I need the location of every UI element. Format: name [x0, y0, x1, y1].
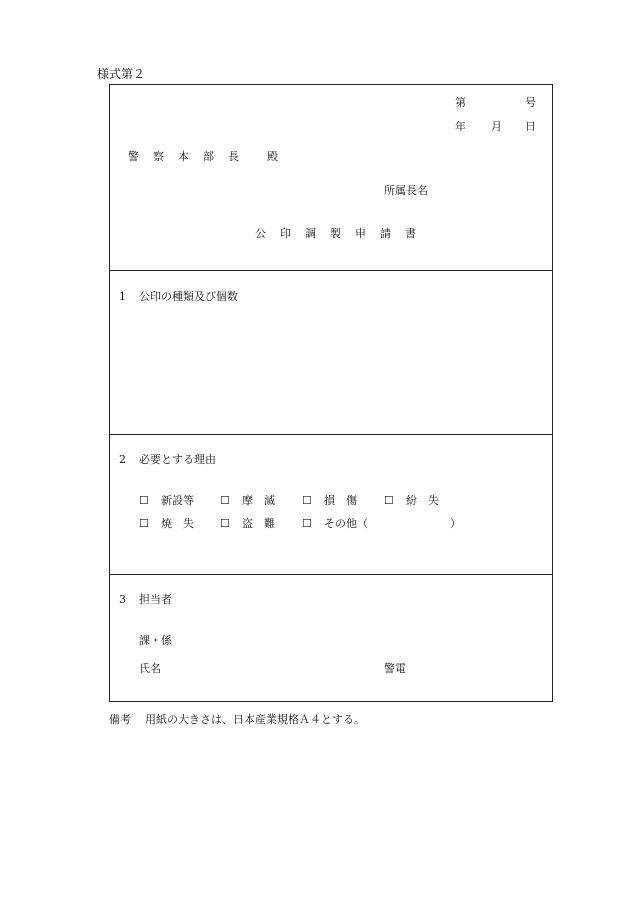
date-label-month: 月 — [491, 120, 502, 133]
option-label: 盗 難 — [242, 517, 275, 530]
checkbox-icon[interactable]: ☐ — [139, 494, 149, 507]
title-char: 調 — [305, 227, 316, 240]
divider-section1 — [110, 434, 552, 435]
option-label: 焼 失 — [161, 517, 194, 530]
application-form-box — [109, 84, 553, 702]
section2-label: 必要とする理由 — [139, 453, 216, 466]
person-name-label: 氏名 — [139, 662, 161, 675]
option-label: その他（ — [324, 517, 368, 530]
title-char: 申 — [355, 227, 366, 240]
addressee-char: 警 — [128, 150, 139, 163]
title-char: 印 — [280, 227, 291, 240]
option-label: 摩 滅 — [242, 494, 275, 507]
form-number: 様式第２ — [97, 67, 146, 81]
date-label-day: 日 — [525, 120, 536, 133]
divider-header — [110, 270, 552, 271]
section3-label: 担当者 — [139, 593, 172, 606]
addressee-char: 本 — [178, 150, 189, 163]
other-close-paren: ） — [450, 517, 461, 530]
checkbox-icon[interactable]: ☐ — [220, 494, 230, 507]
police-phone-label: 警電 — [384, 662, 406, 675]
checkbox-icon[interactable]: ☐ — [302, 517, 312, 530]
section2-number: 2 — [119, 453, 126, 466]
title-char: 書 — [405, 227, 416, 240]
note-text: 用紙の大きさは、日本産業規格Ａ４とする。 — [145, 713, 365, 726]
option-label: 損 傷 — [324, 494, 357, 507]
checkbox-icon[interactable]: ☐ — [220, 517, 230, 530]
note-label: 備考 — [109, 713, 131, 726]
option-label: 紛 失 — [406, 494, 439, 507]
addressee-char: 部 — [203, 150, 214, 163]
checkbox-icon[interactable]: ☐ — [139, 517, 149, 530]
title-char: 請 — [380, 227, 391, 240]
section1-number: 1 — [119, 290, 126, 303]
section1-label: 公印の種類及び個数 — [139, 290, 238, 303]
title-char: 公 — [255, 227, 266, 240]
number-label-dai: 第 — [455, 96, 466, 109]
applicant-name-label: 所属長名 — [384, 184, 428, 197]
addressee-honorific: 殿 — [267, 150, 278, 163]
addressee-char: 長 — [228, 150, 239, 163]
checkbox-icon[interactable]: ☐ — [384, 494, 394, 507]
section3-number: 3 — [119, 593, 126, 606]
option-label: 新設等 — [161, 494, 194, 507]
dept-section-label: 課・係 — [139, 634, 172, 647]
checkbox-icon[interactable]: ☐ — [302, 494, 312, 507]
title-char: 製 — [330, 227, 341, 240]
divider-section2 — [110, 574, 552, 575]
date-label-year: 年 — [455, 120, 466, 133]
addressee-char: 察 — [153, 150, 164, 163]
number-label-gou: 号 — [525, 96, 536, 109]
